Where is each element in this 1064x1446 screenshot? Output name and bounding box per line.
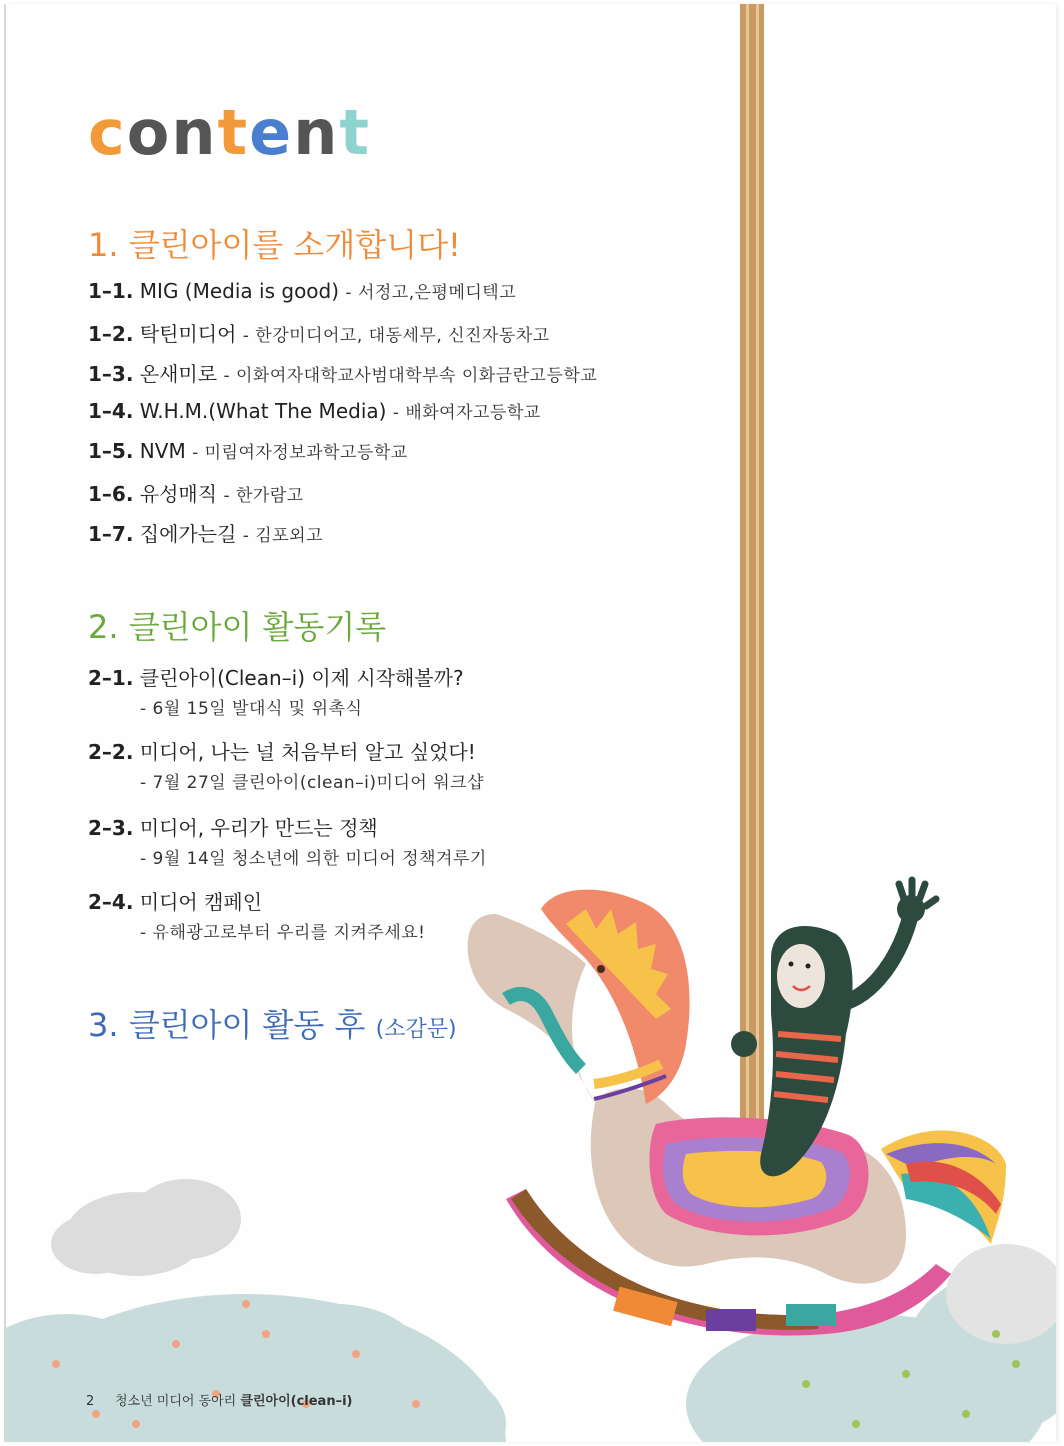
item-title: 클린아이(Clean–i) 이제 시작해볼까? bbox=[139, 666, 464, 690]
item-detail: - 9월 14일 청소년에 의한 미디어 정책겨루기 bbox=[140, 849, 487, 869]
item-title: 집에가는길 bbox=[139, 522, 237, 546]
page-title bbox=[88, 96, 371, 169]
toc-item[interactable] bbox=[88, 398, 541, 423]
page bbox=[4, 4, 1056, 1442]
item-number: 1–1. bbox=[88, 279, 134, 303]
item-number: 1–6. bbox=[88, 482, 134, 506]
item-number: 1–4. bbox=[88, 399, 134, 423]
title-letter: e bbox=[249, 96, 294, 169]
section-heading-2[interactable]: 2. 클린아이 활동기록 bbox=[88, 608, 387, 646]
section-heading-1[interactable]: 1. 클린아이를 소개합니다! bbox=[88, 226, 461, 264]
item-title: 미디어 캠페인 bbox=[139, 890, 263, 914]
item-number: 2–2. bbox=[88, 740, 134, 764]
item-title: 미디어, 우리가 만드는 정책 bbox=[139, 816, 378, 840]
item-title: MIG (Media is good) bbox=[139, 279, 340, 303]
item-title: NVM bbox=[139, 439, 186, 463]
item-school: - 한가람고 bbox=[223, 486, 304, 506]
title-letter: o bbox=[126, 96, 172, 169]
section-heading-3-text: 3. 클린아이 활동 후 bbox=[88, 1006, 366, 1044]
item-title: 탁틴미디어 bbox=[139, 322, 237, 346]
item-school: - 미림여자정보과학고등학교 bbox=[192, 443, 408, 463]
title-letter: t bbox=[217, 96, 250, 169]
toc-item[interactable] bbox=[88, 812, 378, 841]
item-number: 1–7. bbox=[88, 522, 134, 546]
item-number: 2–3. bbox=[88, 816, 134, 840]
toc-item[interactable] bbox=[88, 478, 304, 507]
item-title: 온새미로 bbox=[139, 362, 218, 386]
section-heading-3-suffix: (소감문) bbox=[375, 1017, 457, 1042]
item-school: - 이화여자대학교사범대학부속 이화금란고등학교 bbox=[223, 366, 598, 386]
toc-item[interactable] bbox=[88, 358, 597, 387]
page-number: 2 bbox=[86, 1394, 95, 1409]
section-heading-3[interactable] bbox=[88, 1000, 457, 1046]
footer-text: 청소년 미디어 동아리 bbox=[114, 1394, 237, 1409]
item-school: - 서정고,은평메디텍고 bbox=[345, 283, 517, 303]
item-number: 1–5. bbox=[88, 439, 134, 463]
toc-item[interactable] bbox=[88, 662, 464, 691]
item-title: 미디어, 나는 널 처음부터 알고 싶었다! bbox=[139, 740, 476, 764]
item-number: 1–2. bbox=[88, 322, 134, 346]
item-detail: - 6월 15일 발대식 및 위촉식 bbox=[140, 699, 363, 719]
toc-item[interactable] bbox=[88, 518, 323, 547]
footer-brand: 클린아이(clean–i) bbox=[240, 1394, 353, 1409]
title-letter: n bbox=[293, 96, 340, 169]
title-letter: t bbox=[339, 96, 371, 169]
toc-item[interactable] bbox=[88, 318, 550, 347]
item-title: W.H.M.(What The Media) bbox=[139, 399, 387, 423]
toc-item[interactable] bbox=[88, 438, 408, 463]
item-detail: - 7월 27일 클린아이(clean–i)미디어 워크샵 bbox=[140, 773, 484, 793]
toc-item[interactable] bbox=[88, 278, 516, 303]
item-school: - 한강미디어고, 대동세무, 신진자동차고 bbox=[242, 326, 550, 346]
item-school: - 김포외고 bbox=[242, 526, 323, 546]
page-footer bbox=[86, 1390, 352, 1409]
title-letter: c bbox=[88, 96, 127, 169]
item-number: 1–3. bbox=[88, 362, 134, 386]
toc-item[interactable] bbox=[88, 886, 262, 915]
item-number: 2–4. bbox=[88, 890, 134, 914]
toc-item[interactable] bbox=[88, 736, 476, 765]
item-title: 유성매직 bbox=[139, 482, 218, 506]
title-letter: n bbox=[171, 96, 218, 169]
item-detail: - 유해광고로부터 우리를 지켜주세요! bbox=[140, 923, 426, 943]
item-school: - 배화여자고등학교 bbox=[392, 403, 541, 423]
item-number: 2–1. bbox=[88, 666, 134, 690]
